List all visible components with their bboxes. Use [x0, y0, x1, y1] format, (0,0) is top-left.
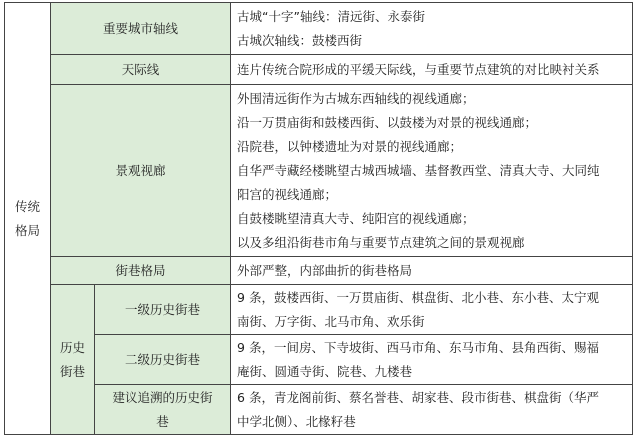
streets-label: 街巷格局 [51, 257, 231, 285]
content-line: 阳宫的视线通廊； [237, 186, 338, 202]
content-line: 沿院巷，以钟楼遗址为对景的视线通廊； [237, 138, 463, 154]
content-line: 南街、万字街、北马市角、欢乐街 [237, 313, 425, 329]
suggested-label-line: 巷 [156, 413, 169, 429]
heritage-pattern-table [4, 2, 633, 435]
corridor-content [231, 85, 633, 257]
level2-label: 二级历史街巷 [95, 335, 231, 385]
category-line: 格局 [14, 222, 40, 238]
content-line: 自华严寺藏经楼眺望古城西城墙、基督教西堂、清真大寺、大同纯 [237, 162, 600, 178]
category-cell [5, 3, 51, 435]
content-line: 古城“十字”轴线：清远街、永泰街 [237, 8, 425, 24]
history-group-line: 街巷 [59, 363, 85, 379]
suggested-content [231, 385, 633, 435]
content-line: 古城次轴线：鼓楼西街 [237, 32, 363, 48]
content-line: 以及多组沿街巷市角与重要节点建筑之间的景观视廊 [237, 234, 525, 250]
level1-label: 一级历史街巷 [95, 285, 231, 335]
content-line: 外部严整，内部曲折的街巷格局 [237, 262, 413, 278]
content-line: 6 条，青龙阁前街、蔡名誉巷、胡家巷、段市街巷、棋盘街（华严 [237, 389, 599, 405]
suggested-label-line: 建议追溯的历史街 [112, 389, 213, 405]
content-line: 沿一万贯庙街和鼓楼西街、以鼓楼为对景的视线通廊； [237, 114, 538, 130]
content-line: 中学北侧）、北椽籽巷 [237, 413, 356, 429]
streets-content [231, 257, 633, 285]
skyline-content [231, 55, 633, 85]
content-line: 外围清远街作为古城东西轴线的视线通廊； [237, 90, 475, 106]
content-line: 庵街、圆通寺街、院巷、九楼巷 [237, 363, 413, 379]
level1-content [231, 285, 633, 335]
suggested-label [95, 385, 231, 435]
axis-label: 重要城市轴线 [51, 3, 231, 55]
category-line: 传统 [14, 198, 40, 214]
history-group-cell [51, 285, 95, 435]
history-group-line: 历史 [59, 339, 85, 355]
skyline-label: 天际线 [51, 55, 231, 85]
content-line: 连片传统合院形成的平缓天际线，与重要节点建筑的对比映衬关系 [237, 61, 600, 77]
level2-content [231, 335, 633, 385]
axis-content [231, 3, 633, 55]
corridor-label: 景观视廊 [51, 85, 231, 257]
content-line: 9 条，鼓楼西街、一万贯庙街、棋盘街、北小巷、东小巷、太宁观 [237, 289, 599, 305]
content-line: 9 条，一间房、下寺坡街、西马市角、东马市角、县角西街、赐福 [237, 339, 599, 355]
content-line: 自鼓楼眺望清真大寺、纯阳宫的视线通廊； [237, 210, 475, 226]
